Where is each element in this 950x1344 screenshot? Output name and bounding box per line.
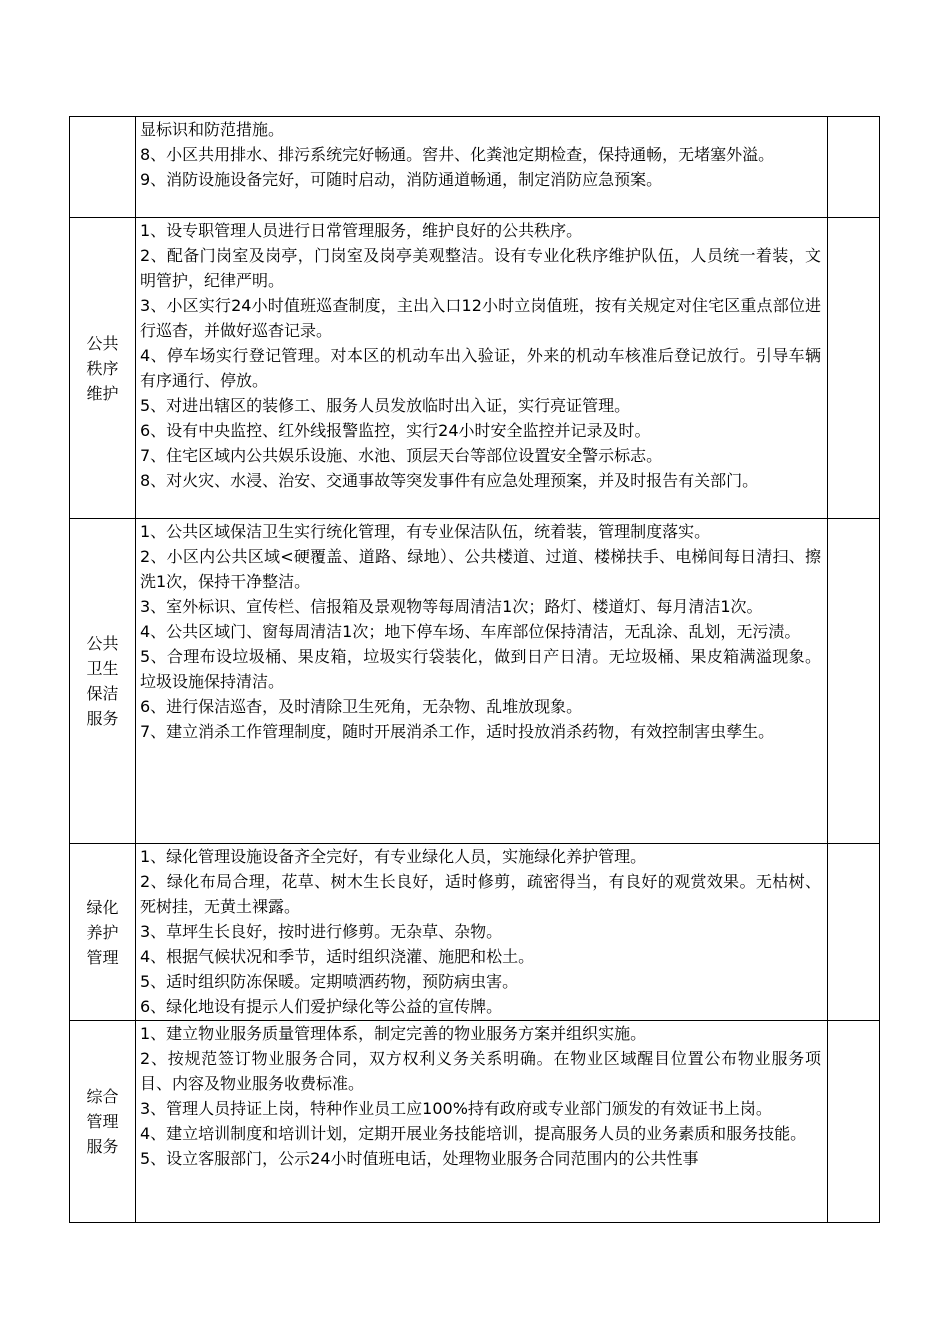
content-cell — [136, 1021, 828, 1223]
list-item: 1、设专职管理人员进行日常管理服务，维护良好的公共秩序。 — [140, 221, 583, 240]
category-label: 绿化养护管理 — [86, 897, 119, 967]
score-cell — [828, 1021, 880, 1223]
score-cell — [828, 519, 880, 844]
list-item: 3、室外标识、宣传栏、信报箱及景观物等每周清洁1次；路灯、楼道灯、每月清洁1次。 — [140, 597, 763, 616]
list-item: 显标识和防范措施。 — [140, 120, 285, 139]
table-row-facilities-cont — [70, 117, 880, 218]
table-row-general-management — [70, 1021, 880, 1223]
category-cell — [70, 1021, 136, 1223]
category-label: 公共卫生保洁服务 — [86, 634, 119, 728]
list-item: 6、设有中央监控、红外线报警监控，实行24小时安全监控并记录及时。 — [140, 421, 651, 440]
list-item: 8、小区共用排水、排污系统完好畅通。窖井、化粪池定期检查，保持通畅，无堵塞外溢。 — [140, 145, 775, 164]
list-item: 6、进行保洁巡杳，及时清除卫生死角，无杂物、乱堆放现象。 — [140, 697, 583, 716]
list-item: 2、绿化布局合理，花草、树木生长良好，适时修剪，疏密得当，有良好的观赏效果。无枯树、死树挂，无黄土裸露。 — [140, 872, 821, 916]
list-item: 4、公共区域门、窗每周清洁1次；地下停车场、车库部位保持清洁，无乱涂、乱划，无污渍。 — [140, 622, 801, 641]
list-item: 4、停车场实行登记管理。对本区的机动车出入验证，外来的机动车核准后登记放行。引导车辆有序通行、停放。 — [140, 346, 821, 390]
table-row-sanitation — [70, 519, 880, 844]
list-item: 5、适时组织防冻保暖。定期喷洒药物，预防病虫害。 — [140, 972, 519, 991]
list-item: 7、建立消杀工作管理制度，随时开展消杀工作，适时投放消杀药物，有效控制害虫孳生。 — [140, 722, 775, 741]
category-cell — [70, 519, 136, 844]
list-item: 4、根据气候状况和季节，适时组织浇灌、施肥和松土。 — [140, 947, 535, 966]
list-item: 1、建立物业服务质量管理体系，制定完善的物业服务方案并组织实施。 — [140, 1024, 647, 1043]
category-cell — [70, 117, 136, 218]
service-standards-table — [69, 116, 880, 1223]
list-item: 2、配备门岗室及岗亭，门岗室及岗亭美观整洁。设有专业化秩序维护队伍，人员统一着装，文明管护，纪律严明。 — [140, 246, 821, 290]
category-label: 公共秩序维护 — [86, 333, 119, 403]
score-cell — [828, 844, 880, 1021]
list-item: 9、消防设施设备完好，可随时启动，消防通道畅通，制定消防应急预案。 — [140, 170, 663, 189]
list-item: 8、对火灾、水浸、治安、交通事故等突发事件有应急处理预案，并及时报告有关部门。 — [140, 471, 759, 490]
table-row-public-order — [70, 218, 880, 519]
content-cell — [136, 519, 828, 844]
score-cell — [828, 218, 880, 519]
list-item: 3、小区实行24小时值班巡查制度，主出入口12小时立岗值班，按有关规定对住宅区重点部位进行巡杳，并做好巡杳记录。 — [140, 296, 821, 340]
list-item: 3、草坪生长良好，按时进行修剪。无杂草、杂物。 — [140, 922, 503, 941]
category-cell — [70, 844, 136, 1021]
category-cell — [70, 218, 136, 519]
list-item: 7、住宅区域内公共娱乐设施、水池、顶层天台等部位设置安全警示标志。 — [140, 446, 663, 465]
list-item: 4、建立培训制度和培训计划，定期开展业务技能培训，提高服务人员的业务素质和服务技能。 — [140, 1124, 807, 1143]
list-item: 1、绿化管理设施设备齐全完好，有专业绿化人员，实施绿化养护管理。 — [140, 847, 647, 866]
list-item: 2、按规范签订物业服务合同，双方权利义务关系明确。在物业区域醒目位置公布物业服务项目、内容及物业服务收费标准。 — [140, 1049, 821, 1093]
category-label: 综合管理服务 — [86, 1087, 119, 1156]
score-cell — [828, 117, 880, 218]
content-cell — [136, 117, 828, 218]
list-item: 3、管理人员持证上岗，特种作业员工应100%持有政府或专业部门颁发的有效证书上岗。 — [140, 1099, 772, 1118]
table-row-greening — [70, 844, 880, 1021]
content-cell — [136, 844, 828, 1021]
content-cell — [136, 218, 828, 519]
list-item: 6、绿化地设有提示人们爱护绿化等公益的宣传牌。 — [140, 997, 503, 1016]
list-item: 5、对进出辖区的装修工、服务人员发放临时出入证，实行亮证管理。 — [140, 396, 631, 415]
list-item: 5、合理布设垃圾桶、果皮箱，垃圾实行袋装化，做到日产日清。无垃圾桶、果皮箱满溢现象。垃圾设施保持清洁。 — [140, 647, 821, 691]
list-item: 5、设立客服部门，公示24小时值班电话，处理物业服务合同范围内的公共性事 — [140, 1149, 699, 1168]
list-item: 2、小区内公共区域<硬覆盖、道路、绿地）、公共楼道、过道、楼梯扶手、电梯间每日清扫、擦洗1次，保持干净整洁。 — [140, 547, 821, 591]
list-item: 1、公共区域保洁卫生实行统化管理，有专业保洁队伍，统着装，管理制度落实。 — [140, 522, 711, 541]
